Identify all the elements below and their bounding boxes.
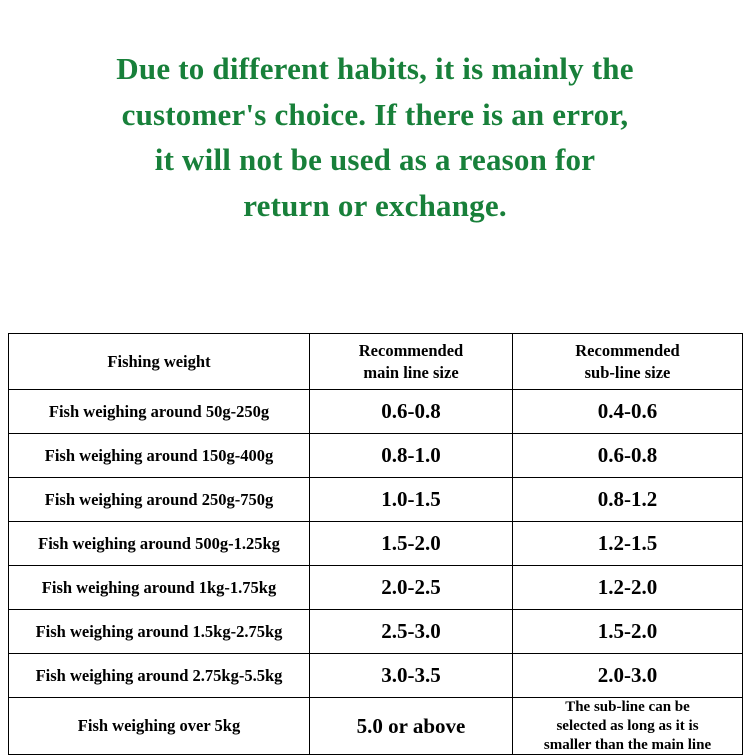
table-row (9, 434, 743, 478)
cell-sub-line-note (513, 698, 743, 755)
cell-main-line: 0.8-1.0 (310, 434, 513, 478)
cell-main-line: 1.5-2.0 (310, 522, 513, 566)
cell-sub-line: 1.2-1.5 (513, 522, 743, 566)
table-body (9, 390, 743, 755)
cell-main-line: 2.0-2.5 (310, 566, 513, 610)
column-header-main-line (310, 334, 513, 390)
cell-sub-line: 0.6-0.8 (513, 434, 743, 478)
cell-weight: Fish weighing around 250g-750g (9, 478, 310, 522)
cell-main-line: 2.5-3.0 (310, 610, 513, 654)
headline-line-3: it will not be used as a reason for (154, 142, 596, 178)
column-header-main-line-line-2: main line size (363, 362, 459, 382)
table-row (9, 654, 743, 698)
table-header (9, 334, 743, 390)
cell-weight: Fish weighing around 50g-250g (9, 390, 310, 434)
table-row (9, 698, 743, 755)
column-header-sub-line (513, 334, 743, 390)
cell-weight: Fish weighing around 500g-1.25kg (9, 522, 310, 566)
note-line-3: smaller than the main line (543, 736, 712, 753)
column-header-sub-line-line-1: Recommended (575, 341, 680, 361)
table-row (9, 390, 743, 434)
cell-weight: Fish weighing over 5kg (9, 698, 310, 755)
table-header-row (9, 334, 743, 390)
column-header-fishing-weight: Fishing weight (9, 334, 310, 390)
line-size-table-container (8, 333, 742, 755)
cell-weight: Fish weighing around 150g-400g (9, 434, 310, 478)
table-row (9, 566, 743, 610)
cell-weight: Fish weighing around 2.75kg-5.5kg (9, 654, 310, 698)
table-row (9, 478, 743, 522)
cell-main-line: 3.0-3.5 (310, 654, 513, 698)
cell-weight: Fish weighing around 1kg-1.75kg (9, 566, 310, 610)
cell-sub-line: 0.4-0.6 (513, 390, 743, 434)
cell-sub-line: 0.8-1.2 (513, 478, 743, 522)
line-size-table (8, 333, 743, 755)
column-header-main-line-line-1: Recommended (358, 341, 464, 361)
cell-sub-line: 1.2-2.0 (513, 566, 743, 610)
cell-main-line: 1.0-1.5 (310, 478, 513, 522)
page-title (0, 0, 750, 228)
table-row (9, 522, 743, 566)
cell-sub-line: 2.0-3.0 (513, 654, 743, 698)
cell-weight: Fish weighing around 1.5kg-2.75kg (9, 610, 310, 654)
table-row (9, 610, 743, 654)
column-header-sub-line-line-2: sub-line size (584, 362, 671, 382)
headline-line-4: return or exchange. (243, 187, 507, 223)
note-line-1: The sub-line can be (565, 699, 690, 715)
cell-main-line: 5.0 or above (310, 698, 513, 755)
headline-line-2: customer's choice. If there is an error, (121, 96, 629, 132)
note-line-2: selected as long as it is (556, 717, 699, 734)
cell-sub-line: 1.5-2.0 (513, 610, 743, 654)
headline-line-1: Due to different habits, it is mainly the (116, 51, 634, 86)
cell-main-line: 0.6-0.8 (310, 390, 513, 434)
